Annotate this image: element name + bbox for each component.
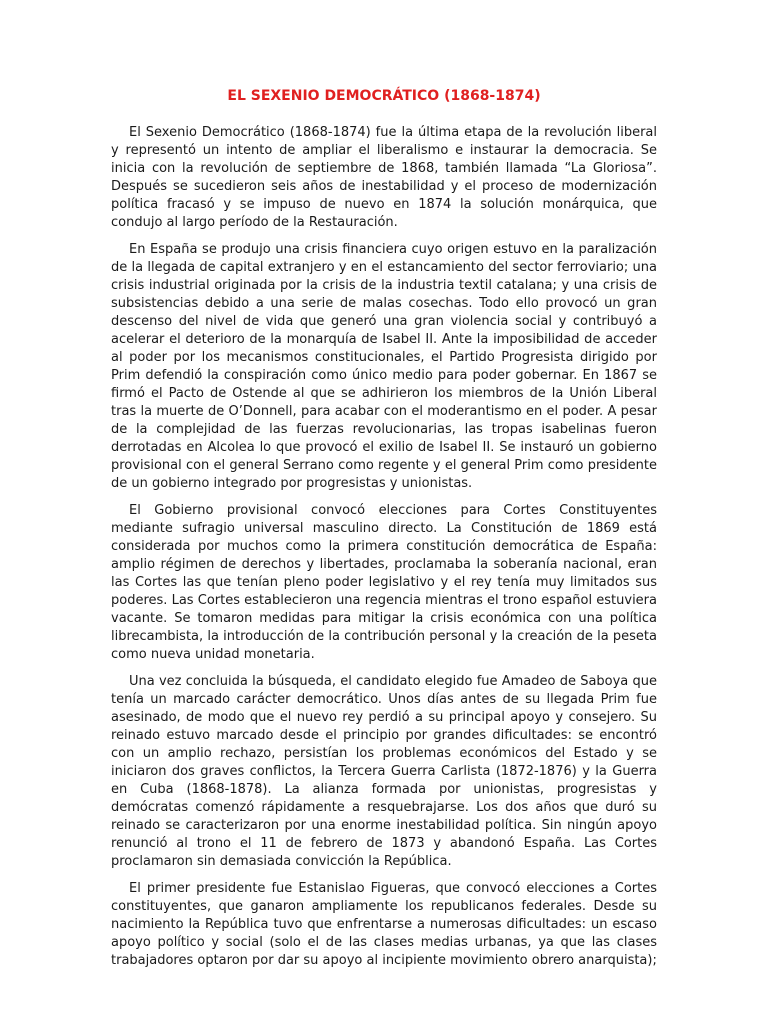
- paragraph-4: Una vez concluida la búsqueda, el candidato elegido fue Amadeo de Saboya que tenía un marcado carácter democrático. Unos días antes de su llegada Prim fue asesinado, de modo que el nuevo rey perdió a su principal apoyo y consejero. Su reinado estuvo marcado desde el principio por grandes dificultades: se encontró con un amplio rechazo, persistían los problemas económicos del Estado y se iniciaron dos graves conflictos, la Tercera Guerra Carlista (1872-1876) y la Guerra en Cuba (1868-1878). La alianza formada por unionistas, progresistas y demócratas comenzó rápidamente a resquebrajarse. Los dos años que duró su reinado se caracterizaron por una enorme inestabilidad política. Sin ningún apoyo renunció al trono el 11 de febrero de 1873 y abandonó España. Las Cortes proclamaron sin demasiada convicción la República.: [111, 674, 657, 869]
- paragraph-2: En España se produjo una crisis financiera cuyo origen estuvo en la paralización de la llegada de capital extranjero y en el estancamiento del sector ferroviario; una crisis industrial originada por la crisis de la industria textil catalana; y una crisis de subsistencias debido a una serie de malas cosechas. Todo ello provocó un gran descenso del nivel de vida que generó una gran violencia social y contribuyó a acelerar el deterioro de la monarquía de Isabel II. Ante la imposibilidad de acceder al poder por los mecanismos constitucionales, el Partido Progresista dirigido por Prim defendió la conspiración como único medio para poder gobernar. En 1867 se firmó el Pacto de Ostende al que se adhirieron los miembros de la Unión Liberal tras la muerte de O’Donnell, para acabar con el moderantismo en el poder. A pesar de la complejidad de las fuerzas revolucionarias, las tropas isabelinas fueron derrotadas en Alcolea lo que provocó el exilio de Isabel II. Se instauró un gobierno provisional con el general Serrano como regente y el general Prim como presidente de un gobierno integrado por progresistas y unionistas.: [111, 242, 657, 491]
- paragraph-5: El primer presidente fue Estanislao Figueras, que convocó elecciones a Cortes constituyentes, que ganaron ampliamente los republicanos federales. Desde su nacimiento la República tuvo que enfrentarse a numerosas dificultades: un escaso apoyo político y social (solo el de las clases medias urbanas, ya que las clases trabajadores optaron por dar su apoyo al incipiente movimiento obrero anarquista);: [111, 881, 657, 968]
- document-title: EL SEXENIO DEMOCRÁTICO (1868-1874): [227, 88, 541, 104]
- document-body: [111, 124, 657, 979]
- paragraph-1: El Sexenio Democrático (1868-1874) fue la última etapa de la revolución liberal y representó un intento de ampliar el liberalismo e instaurar la democracia. Se inicia con la revolución de septiembre de 1868, también llamada “La Gloriosa”. Después se sucedieron seis años de inestabilidad y el proceso de modernización política fracasó y se impuso de nuevo en 1874 la solución monárquica, que condujo al largo período de la Restauración.: [111, 125, 657, 230]
- paragraph-3: El Gobierno provisional convocó elecciones para Cortes Constituyentes mediante sufragio universal masculino directo. La Constitución de 1869 está considerada por muchos como la primera constitución democrática de España: amplio régimen de derechos y libertades, proclamaba la soberanía nacional, eran las Cortes las que tenían pleno poder legislativo y el rey tenía muy limitados sus poderes. Las Cortes establecieron una regencia mientras el trono español estuviera vacante. Se tomaron medidas para mitigar la crisis económica con una política librecambista, la introducción de la contribución personal y la creación de la peseta como nueva unidad monetaria.: [111, 503, 657, 662]
